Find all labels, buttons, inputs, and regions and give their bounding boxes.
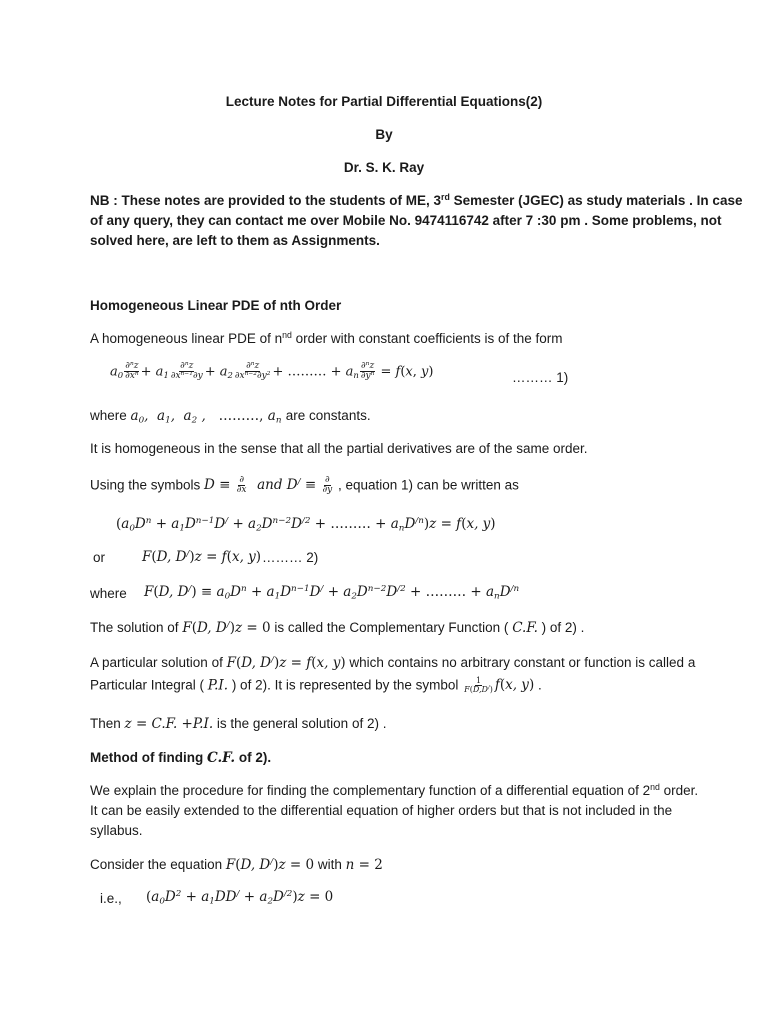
intro-sup: nd <box>282 330 292 341</box>
equation-2-tag: ……… 2) <box>262 550 319 565</box>
complementary-function-line <box>90 620 584 636</box>
where-label: where <box>90 586 127 601</box>
pi2-b: ) of 2). It is represented by the symbol <box>228 677 463 693</box>
particular-solution-line-1 <box>90 655 695 671</box>
where-constants <box>90 408 371 424</box>
where-b: are constants. <box>285 408 371 423</box>
author: Dr. S. K. Ray <box>343 160 425 175</box>
consider-line <box>90 857 383 873</box>
method-heading-cf: C.F. <box>206 750 236 766</box>
pi2-a: Particular Integral ( <box>90 677 208 693</box>
nb-line-1-a: NB : These notes are provided to the students of ME, 3 <box>90 193 442 208</box>
second-order-equation: $(a_0D^2 + a_1DD^/ + a_2D^{/2})z = 0$ <box>146 889 334 907</box>
nb-line-1-sup: rd <box>441 192 450 203</box>
fraction: $\frac{\partial^nz}{\partial x^{n-1}\partial y}$ <box>170 360 203 382</box>
symbols-b: , equation 1) can be written as <box>338 477 519 493</box>
equation-1-tag: ……… 1) <box>512 370 569 385</box>
cf-c: ) of 2) . <box>537 620 585 635</box>
ie-label: i.e., <box>100 891 122 906</box>
nb-line-2: of any query, they can contact me over Mobile No. 9474116742 after 7 :30 pm . Some problems, not <box>90 213 722 228</box>
pi-symbol: $\frac{1}{F(D,D^/)}$ f(x, y) <box>464 676 535 695</box>
or-label: or <box>93 550 106 565</box>
homogeneous-explanation: It is homogeneous in the sense that all the partial derivatives are of the same order. <box>90 441 588 456</box>
fraction: $\frac{\partial^nz}{\partial x^n}$ <box>125 360 139 382</box>
method-heading-b: of 2). <box>235 750 272 765</box>
pi-abbrev: P.I. <box>207 677 229 694</box>
cf-abbrev: C.F. <box>512 620 538 636</box>
symbols-a: Using the symbols <box>90 477 205 493</box>
cf-a: The solution of <box>90 620 183 635</box>
by-line: By <box>375 127 393 142</box>
expl1-b: order. <box>659 783 699 798</box>
equation-1: $a_0$ $\frac{\partial^nz}{\partial x^n}$ + $a_1$ $\frac{\partial^nz}{\partial x^{n-1}\partial y}$ + $a_2$ $\frac{\partial^nz}{\partial x^{n-2}\partial y^2}$ + ……… + $a_n$ $\frac{\partial^nz}{\partial y^n}$ = f(x, y) <box>110 360 434 382</box>
expl1-sup: nd <box>650 782 660 793</box>
cf-b: is called the Complementary Function ( <box>270 620 513 635</box>
consider-a: Consider the equation <box>90 857 226 872</box>
explanation-line-2: It can be easily extended to the differential equation of higher orders but that is not included in the <box>90 803 673 818</box>
intro-line <box>90 331 563 346</box>
fraction: $\frac{\partial^nz}{\partial y^n}$ <box>360 360 375 382</box>
nb-line-1-b: Semester (JGEC) as study materials . In case <box>449 193 743 208</box>
general-solution-equation: z = C.F. +P.I. <box>124 716 214 732</box>
coefficient-list: $a_0$, $a_1$, $a_2$ , ………, $a_n$ <box>130 408 282 426</box>
operator-definitions: D ≡ $\frac{\partial}{\partial x}$ and D/ ≡ $\frac{\partial}{\partial y}$ <box>204 475 333 496</box>
general-solution-line <box>90 716 386 732</box>
page-title: Lecture Notes for Partial Differential Equations(2) <box>225 94 543 109</box>
consider-equation: F(D, D/)z = 0 <box>225 857 315 873</box>
method-heading-a: Method of finding <box>90 750 207 765</box>
particular-solution-line-2 <box>90 677 542 695</box>
section-heading-homogeneous: Homogeneous Linear PDE of nth Order <box>90 298 342 313</box>
pi2-c: . <box>534 677 542 693</box>
nb-line-1 <box>90 193 742 208</box>
equation-F-definition: F(D, $D^/) \equiv a_0D^n + a_1D^{n-1}D^/ + a_2D^{n-2}D^{/2}$ + ……… + $a_nD^{/n}$ <box>144 584 520 602</box>
where-a: where <box>90 408 131 423</box>
pi-b: which contains no arbitrary constant or function is called a <box>345 655 696 670</box>
expl1-a: We explain the procedure for finding the complementary function of a differential equation of 2 <box>90 783 651 798</box>
nb-line-3: solved here, are left to them as Assignments. <box>90 233 380 248</box>
fraction: $\frac{\partial^nz}{\partial x^{n-2}\partial y^2}$ <box>234 360 271 382</box>
intro-b: order with constant coefficients is of the form <box>291 331 563 346</box>
intro-a: A homogeneous linear PDE of n <box>90 331 283 346</box>
then-a: Then <box>90 716 125 731</box>
pi-a: A particular solution of <box>90 655 227 670</box>
symbols-line <box>90 476 519 496</box>
equation-operator-form: ($a_0D^n + a_1D^{n-1}D^/ + a_2D^{n-2}D^{/2}$ + ……… + $a_nD^{/n})z = f(x$, y) <box>116 516 496 534</box>
explanation-line-3: syllabus. <box>90 823 143 838</box>
pi-equation: F(D, D/)z = f(x, y) <box>226 655 346 671</box>
explanation-line-1 <box>90 783 698 798</box>
then-b: is the general solution of 2) . <box>213 716 387 731</box>
cf-equation: F(D, D/)z = 0 <box>182 620 271 636</box>
section-heading-method-cf <box>90 750 271 766</box>
consider-b: with <box>314 857 346 872</box>
equation-2: F(D, D/)z = f(x, y) <box>142 549 262 565</box>
consider-n: n = 2 <box>345 857 383 873</box>
